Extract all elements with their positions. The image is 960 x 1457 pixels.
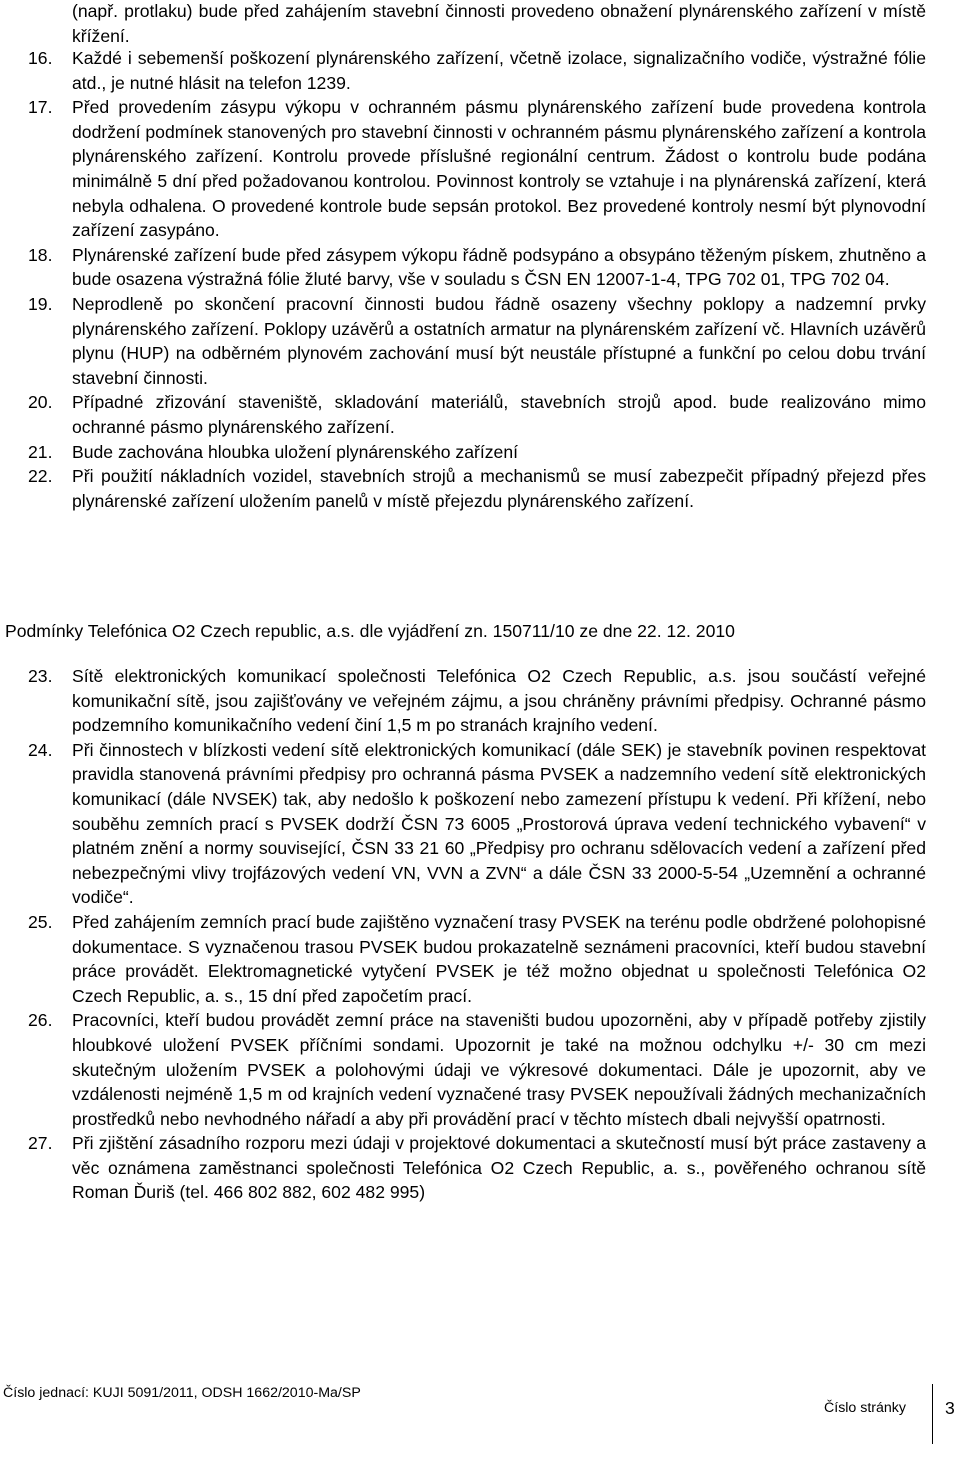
item-text: Případné zřizování staveniště, skladování materiálů, stavebních strojů apod. bude realizováno mimo ochranné pásmo plynárenského zařízení.: [72, 392, 926, 437]
list-item-23: [28, 664, 926, 738]
item-text: Plynárenské zařízení bude před zásypem výkopu řádně podsypáno a obsypáno těženým pískem, zhutněno a bude osazena výstražná fólie žluté barvy, vše v souladu s ČSN EN 12007-1-4, TPG 702 01, TPG 702 04.: [72, 244, 926, 290]
list-item-16: [28, 46, 926, 95]
telecom-conditions-list: [28, 664, 926, 1205]
item-number: 24.: [28, 739, 53, 760]
list-item-27: [28, 1131, 926, 1205]
item-text: Při zjištění zásadního rozporu mezi údaji v projektové dokumentaci a skutečností musí být práce zastaveny a věc oznámena zaměstnanci společnosti Telefónica O2 Czech Republic, a. s., pověřeného ochranou sítě Roman Ďuriš (tel. 466 802 882, 602 482 995): [72, 1133, 926, 1203]
list-item-20: [28, 390, 926, 439]
item-text: Pracovníci, kteří budou provádět zemní práce na staveništi budou upozorněni, aby v případě potřeby zjistily hloubkové uložení PVSEK příčními sondami. Upozornit je také na možnou odchylku +/- 30 cm mezi skutečným uložením PVSEK a polohovými údaji ve výkresové dokumentaci. Dále je upozornit, aby ve vzdálenosti nejméně 1,5 m od krajních vedení vyznačené trasy PVSEK nepoužívali žádných mechanizačních prostředků nebo nevhodného nářadí a aby při provádění prací v těchto místech dbali nejvyšší opatrnosti.: [72, 1010, 926, 1129]
list-item-17: [28, 95, 926, 243]
list-item-24: [28, 738, 926, 910]
page-number: 3: [945, 1398, 955, 1418]
reference-number: Číslo jednací: KUJI 5091/2011, ODSH 1662/2010-Ma/SP: [3, 1385, 361, 1401]
item-text: Při činnostech v blízkosti vedení sítě elektronických komunikací (dále SEK) je stavebník povinen respektovat pravidla stanovená právními předpisy pro ochranná pásma PVSEK a nadzemního vedení sítě elektronických komunikací (dále NVSEK) tak, aby nedošlo k poškození nebo zamezení přístupu k vedení. Při křížení, nebo souběhu zemních prací s PVSEK dodrží ČSN 73 6005 „Prostorová úprava vedení technického vybavení“ v platném znění a normy související, ČSN 33 21 60 „Předpisy pro ochranu sdělovacích vedení a zařízení před nebezpečnými vlivy trojfázových vedení VN, VVN a ZVN“ a dále ČSN 33 2000-5-54 „Uzemnění a ochranné vodiče“.: [72, 739, 926, 908]
list-item-26: [28, 1008, 926, 1131]
item-number: 16.: [28, 48, 53, 68]
section-heading: Podmínky Telefónica O2 Czech republic, a.s. dle vyjádření zn. 150711/10 ze dne 22. 12. 2010: [5, 621, 735, 641]
page-number-label: Číslo stránky: [824, 1400, 906, 1416]
continuation-paragraph: (např. protlaku) bude před zahájením stavební činnosti provedeno obnažení plynárenského zařízení v místě křížení.: [72, 1, 926, 46]
item-text: Před provedením zásypu výkopu v ochranném pásmu plynárenského zařízení bude provedena kontrola dodržení podmínek stanovených pro stavební činnosti v ochranném pásmu plynárenského zařízení a kontrola plynárenského zařízení. Kontrolu provede příslušné regionální centrum. Žádost o kontrolu bude podána minimálně 5 dní před požadovanou kontrolou. Povinnost kontroly se vztahuje i na plynárenská zařízení, která nebyla odhalena. O provedené kontrole bude sepsán protokol. Bez provedené kontroly nesmí být plynovodní zařízení zasypáno.: [72, 97, 926, 241]
list-item-21: [28, 440, 926, 465]
item-number: 23.: [28, 666, 53, 686]
item-number: 18.: [28, 244, 53, 265]
gas-conditions-list: [28, 46, 926, 513]
list-item-18: [28, 243, 926, 292]
item-number: 26.: [28, 1010, 53, 1031]
item-text: Při použití nákladních vozidel, stavebních strojů a mechanismů se musí zabezpečit případný přejezd přes plynárenské zařízení uložením panelů v místě přejezdu plynárenského zařízení.: [72, 466, 926, 511]
page-footer: [0, 1380, 960, 1457]
item-number: 19.: [28, 293, 53, 314]
item-number: 25.: [28, 911, 53, 932]
item-text: Sítě elektronických komunikací společnosti Telefónica O2 Czech Republic, a.s. jsou součástí veřejné komunikační sítě, jsou zajišťovány ve veřejném zájmu, a jsou chráněny právními předpisy. Ochranné pásmo podzemního komunikačního vedení činí 1,5 m po stranách krajního vedení.: [72, 666, 926, 736]
list-item-19: [28, 292, 926, 390]
item-number: 20.: [28, 392, 53, 413]
item-text: Bude zachována hloubka uložení plynárenského zařízení: [72, 441, 519, 462]
list-item-22: [28, 464, 926, 513]
item-number: 22.: [28, 466, 53, 487]
item-number: 21.: [28, 441, 53, 462]
item-number: 17.: [28, 97, 53, 118]
item-text: Každé i sebemenší poškození plynárenského zařízení, včetně izolace, signalizačního vodiče, výstražné fólie atd., je nutné hlásit na telefon 1239.: [72, 48, 926, 93]
list-item-25: [28, 910, 926, 1008]
item-text: Před zahájením zemních prací bude zajištěno vyznačení trasy PVSEK na terénu podle obdržené polohopisné dokumentace. S vyznačenou trasou PVSEK budou prokazatelně seznámeni pracovníci, kteří budou stavební práce provádět. Elektromagnetické vytyčení PVSEK je též možno objednat u společnosti Telefónica O2 Czech Republic, a. s., 15 dní před započetím prací.: [72, 911, 926, 1006]
item-number: 27.: [28, 1133, 53, 1154]
item-text: Neprodleně po skončení pracovní činnosti budou řádně osazeny všechny poklopy a nadzemní prvky plynárenského zařízení. Poklopy uzávěrů a ostatních armatur na plynárenském zařízení vč. Hlavních uzávěrů plynu (HUP) na odběrném plynovém zachování musí být neustále přístupné a funkční po celou dobu trvání stavební činnosti.: [72, 293, 926, 388]
footer-divider: [932, 1384, 933, 1444]
